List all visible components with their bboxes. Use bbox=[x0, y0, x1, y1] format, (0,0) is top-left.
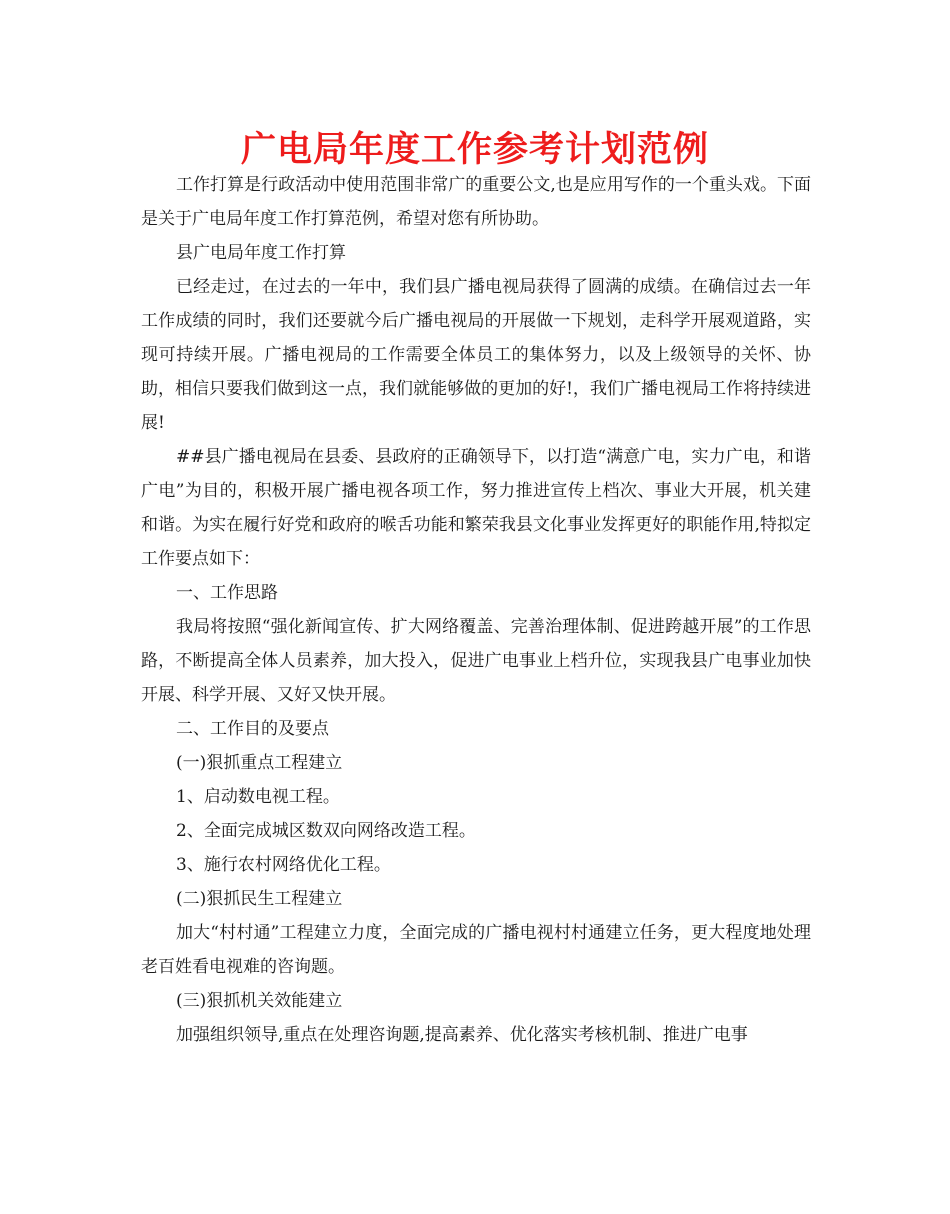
subsection-heading-3: (三)狠抓机关效能建立 bbox=[176, 991, 343, 1011]
paragraph-livelihood: 加大“村村通”工程建立力度，全面完成的广播电视村村通建立任务，更大程度地处理老百姓看电视难的咨询题。 bbox=[141, 923, 811, 977]
document-body bbox=[141, 168, 811, 1052]
paragraph-efficiency: 加强组织领导,重点在处理咨询题,提高素养、优化落实考核机制、推进广电事 bbox=[176, 1025, 748, 1045]
paragraph-intro: 工作打算是行政活动中使用范围非常广的重要公文,也是应用写作的一个重头戏。下面是关于广电局年度工作打算范例，希望对您有所协助。 bbox=[141, 175, 811, 229]
paragraph-subtitle: 县广电局年度工作打算 bbox=[176, 243, 346, 263]
paragraph-approach: 我局将按照“强化新闻宣传、扩大网络覆盖、完善治理体制、促进跨越开展”的工作思路，不断提高全体人员素养，加大投入，促进广电事业上档升位，实现我县广电事业加快开展、科学开展、又好又快开展。 bbox=[141, 617, 811, 705]
paragraph-goal: ##县广播电视局在县委、县政府的正确领导下，以打造“满意广电，实力广电，和谐广电”为目的，积极开展广播电视各项工作，努力推进宣传上档次、事业大开展，机关建和谐。为实在履行好党和政府的喉舌功能和繁荣我县文化事业发挥更好的职能作用,特拟定工作要点如下： bbox=[141, 447, 811, 569]
subsection-heading-2: (二)狠抓民生工程建立 bbox=[176, 889, 343, 909]
section-heading-2: 二、工作目的及要点 bbox=[176, 719, 329, 739]
section-heading-1: 一、工作思路 bbox=[176, 583, 278, 603]
subsection-heading-1: (一)狠抓重点工程建立 bbox=[176, 753, 343, 773]
document-title: 广电局年度工作参考计划范例 bbox=[240, 130, 709, 170]
list-item: 1、启动数电视工程。 bbox=[176, 787, 340, 807]
list-item: 2、全面完成城区数双向网络改造工程。 bbox=[176, 821, 476, 841]
list-item: 3、施行农村网络优化工程。 bbox=[176, 855, 391, 875]
paragraph-review: 已经走过，在过去的一年中，我们县广播电视局获得了圆满的成绩。在确信过去一年工作成绩的同时，我们还要就今后广播电视局的开展做一下规划，走科学开展观道路，实现可持续开展。广播电视局的工作需要全体员工的集体努力，以及上级领导的关怀、协助，相信只要我们做到这一点，我们就能够做的更加的好!，我们广播电视局工作将持续进展! bbox=[141, 277, 811, 433]
